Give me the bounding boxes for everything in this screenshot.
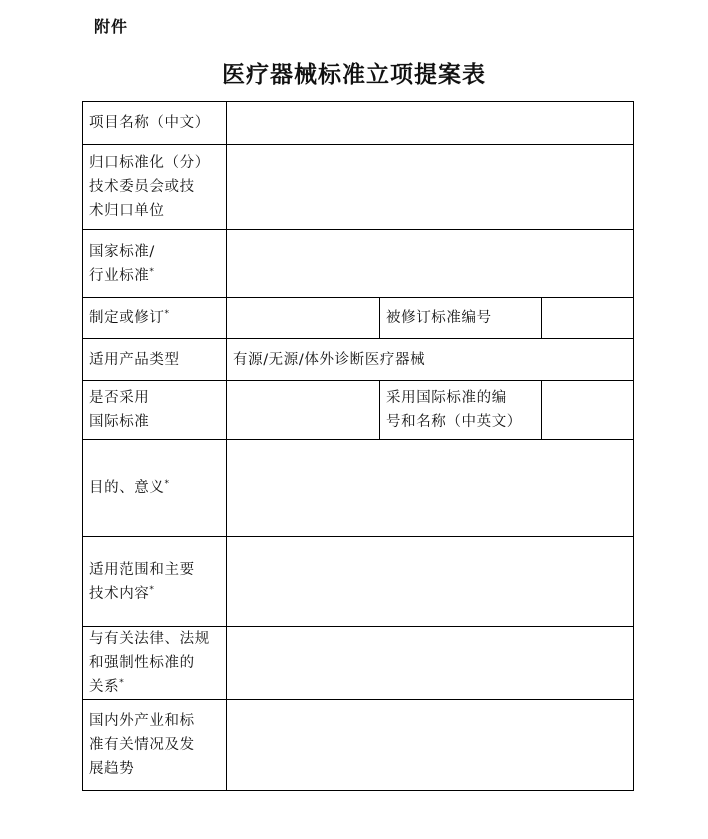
laws-field[interactable] bbox=[227, 627, 634, 700]
row-revision bbox=[83, 298, 634, 339]
revision-field[interactable] bbox=[227, 298, 380, 339]
required-mark: * bbox=[149, 584, 155, 595]
purpose-field[interactable] bbox=[227, 440, 634, 537]
purpose-label: 目的、意义* bbox=[83, 440, 227, 537]
row-project-name bbox=[83, 102, 634, 145]
row-industry bbox=[83, 700, 634, 791]
standard-type-field[interactable] bbox=[227, 230, 634, 298]
committee-field[interactable] bbox=[227, 145, 634, 230]
laws-label: 与有关法律、法规 和强制性标准的 关系* bbox=[83, 627, 227, 700]
attachment-label: 附件 bbox=[94, 17, 129, 36]
committee-label: 归口标准化（分） 技术委员会或技 术归口单位 bbox=[83, 145, 227, 230]
row-standard-type bbox=[83, 230, 634, 298]
scope-field[interactable] bbox=[227, 537, 634, 627]
adopt-intl-field[interactable] bbox=[227, 381, 380, 440]
product-type-label: 适用产品类型 bbox=[83, 339, 227, 381]
revision-label: 制定或修订* bbox=[83, 298, 227, 339]
row-adopt-intl bbox=[83, 381, 634, 440]
standard-type-label: 国家标准/ 行业标准* bbox=[83, 230, 227, 298]
row-product-type bbox=[83, 339, 634, 381]
row-purpose bbox=[83, 440, 634, 537]
industry-field[interactable] bbox=[227, 700, 634, 791]
revised-number-field[interactable] bbox=[542, 298, 634, 339]
product-type-value[interactable]: 有源/无源/体外诊断医疗器械 bbox=[227, 339, 634, 381]
proposal-form-table bbox=[82, 101, 634, 791]
row-scope bbox=[83, 537, 634, 627]
industry-label: 国内外产业和标 准有关情况及发 展趋势 bbox=[83, 700, 227, 791]
required-mark: * bbox=[119, 678, 125, 689]
scope-label: 适用范围和主要 技术内容* bbox=[83, 537, 227, 627]
required-mark: * bbox=[164, 309, 170, 320]
intl-number-label: 采用国际标准的编 号和名称（中英文） bbox=[380, 381, 542, 440]
required-mark: * bbox=[149, 266, 155, 277]
required-mark: * bbox=[164, 479, 170, 490]
row-committee bbox=[83, 145, 634, 230]
project-name-label: 项目名称（中文） bbox=[83, 102, 227, 145]
adopt-intl-label: 是否采用 国际标准 bbox=[83, 381, 227, 440]
project-name-field[interactable] bbox=[227, 102, 634, 145]
row-laws bbox=[83, 627, 634, 700]
revised-number-label: 被修订标准编号 bbox=[380, 298, 542, 339]
page-title: 医疗器械标准立项提案表 bbox=[222, 61, 486, 88]
intl-number-field[interactable] bbox=[542, 381, 634, 440]
